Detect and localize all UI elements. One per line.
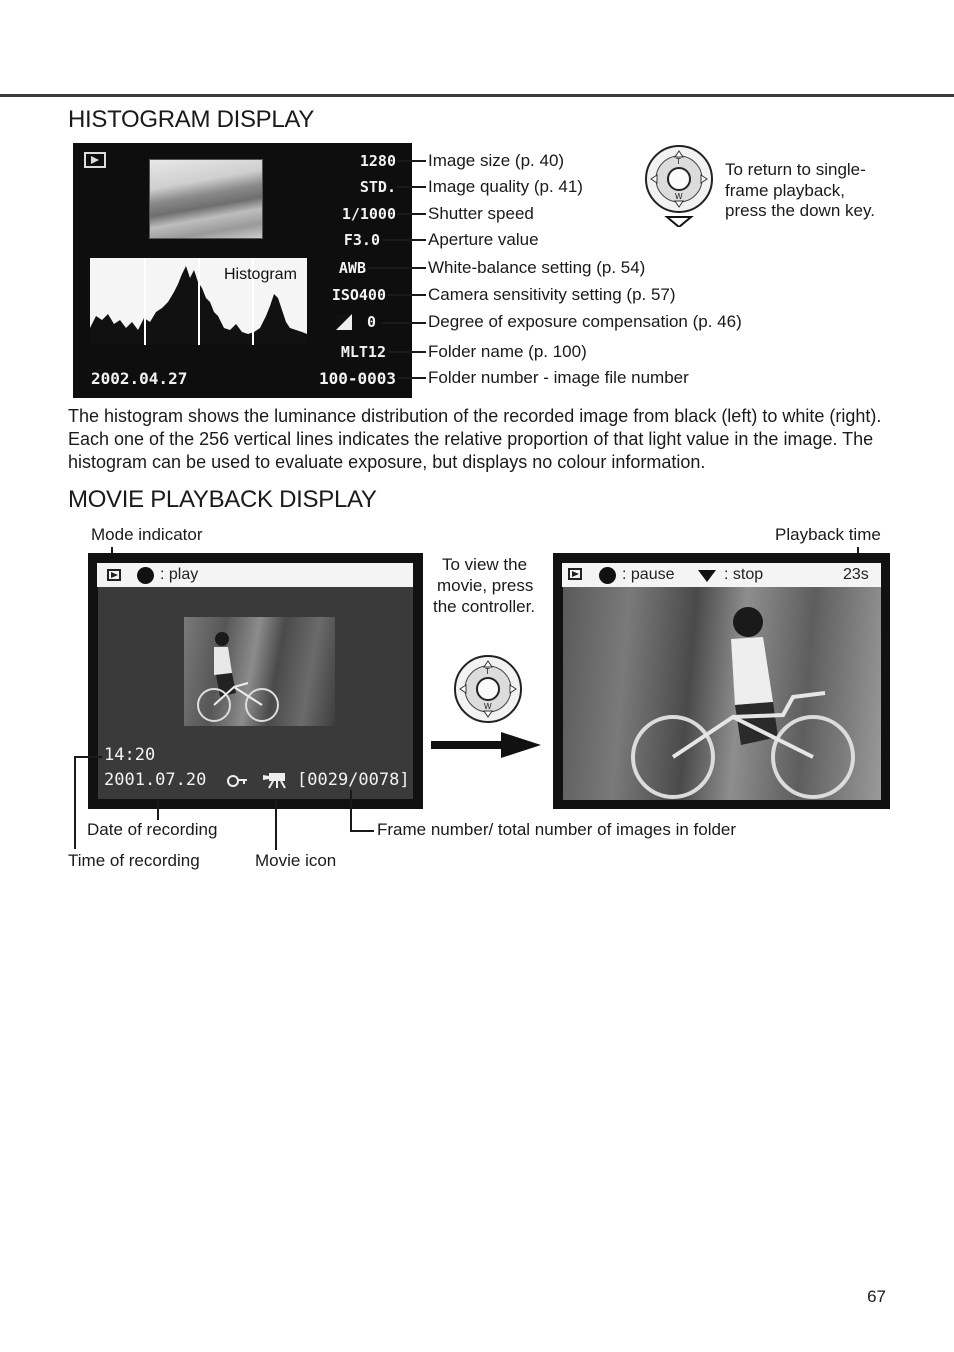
- lock-key-icon: [227, 775, 247, 785]
- controller-center-icon: [137, 567, 154, 584]
- playback-time-label: Playback time: [775, 525, 881, 544]
- controller-note-line-2: frame playback,: [725, 181, 845, 200]
- aperture-value: F3.0: [343, 231, 380, 249]
- file-number-value: 100-0003: [318, 369, 396, 388]
- image-quality-value: STD.: [359, 178, 396, 196]
- controller-note-line-3: press the down key.: [725, 201, 875, 220]
- date-of-recording-label: Date of recording: [87, 820, 218, 839]
- playback-mode-icon: [568, 568, 582, 580]
- middle-note-line-1: To view the: [442, 555, 528, 574]
- image-size-value: 1280: [359, 152, 396, 170]
- thumbnail-image: [149, 159, 263, 239]
- controller-icon-press: [453, 655, 525, 727]
- sensitivity-value: ISO400: [331, 286, 386, 304]
- date-leader: [157, 800, 159, 820]
- histogram-panel: [90, 258, 307, 345]
- controller-t-label: T: [676, 157, 681, 166]
- histogram-display-title: HISTOGRAM DISPLAY: [68, 106, 315, 133]
- movie-thumbnail: [184, 617, 335, 726]
- movie-frame-image: [563, 587, 881, 800]
- mode-indicator-label: Mode indicator: [91, 525, 203, 544]
- callout-line: [382, 239, 426, 241]
- middle-note-line-2: movie, press: [437, 576, 534, 595]
- callout-folder-number: Folder number - image file number: [428, 368, 689, 387]
- movie-camera-icon: [261, 771, 287, 789]
- controller-note-line-1: To return to single-: [725, 160, 866, 179]
- playback-mode-icon: [84, 152, 106, 168]
- time-leader-v: [74, 756, 76, 849]
- middle-note-line-3: the controller.: [433, 597, 536, 616]
- white-balance-value: AWB: [338, 259, 366, 277]
- controller-w-label: W: [484, 702, 492, 711]
- movie-icon-label: Movie icon: [255, 851, 337, 870]
- movie-index-screen: [88, 553, 423, 809]
- callout-line: [388, 294, 426, 296]
- stop-label: : stop: [724, 566, 764, 583]
- pause-label: : pause: [622, 566, 675, 583]
- movie-playback-title: MOVIE PLAYBACK DISPLAY: [68, 486, 377, 513]
- histogram-label: Histogram: [224, 266, 297, 283]
- controller-w-label: W: [675, 192, 683, 201]
- movie-playback-screen: [553, 553, 890, 809]
- histogram-explanation: The histogram shows the luminance distribution of the recorded image from black (left) to white (right). Each one of the 256 vertical lines indicates the relative proportion of that light value in the image. The histogram can be used to evaluate exposure, but displays no colour information.: [68, 406, 882, 472]
- callout-folder-name: Folder name (p. 100): [428, 342, 587, 361]
- frame-leader-h: [350, 830, 374, 832]
- arrow-right-icon: [431, 732, 541, 758]
- controller-center-icon: [599, 567, 616, 584]
- cyclist-photo: [563, 587, 881, 800]
- histogram-screen: [73, 143, 412, 398]
- callout-line: [382, 322, 426, 324]
- down-arrow-icon: [698, 570, 716, 582]
- playback-time-value: 23s: [843, 566, 869, 583]
- callout-shutter-speed: Shutter speed: [428, 204, 534, 223]
- callout-line: [368, 267, 426, 269]
- page-number: 67: [867, 1287, 886, 1306]
- recording-date-value: 2002.04.27: [91, 369, 188, 388]
- callout-sensitivity: Camera sensitivity setting (p. 57): [428, 285, 676, 304]
- callout-line: [397, 377, 426, 379]
- time-of-recording-label: Time of recording: [68, 851, 200, 870]
- controller-icon-down: [644, 145, 716, 227]
- recording-date: 2001.07.20: [104, 770, 207, 790]
- playback-info-bar: [562, 563, 881, 587]
- frame-number-label: Frame number/ total number of images in folder: [377, 820, 737, 839]
- folder-name-value: MLT12: [340, 343, 386, 361]
- callout-image-size: Image size (p. 40): [428, 151, 565, 170]
- exposure-compensation-icon: [336, 314, 352, 330]
- shutter-speed-value: 1/1000: [341, 205, 396, 223]
- cyclist-silhouette: [184, 617, 335, 726]
- frame-counter: [0029/0078]: [297, 770, 410, 790]
- callout-line: [397, 186, 426, 188]
- movie-icon-leader: [275, 800, 277, 850]
- callout-line: [397, 213, 426, 215]
- callout-exposure-compensation: Degree of exposure compensation (p. 46): [428, 312, 742, 331]
- play-label: : play: [160, 566, 199, 583]
- time-leader-h: [74, 756, 102, 758]
- frame-leader-v: [350, 790, 352, 832]
- top-rule: [0, 94, 954, 97]
- callout-white-balance: White-balance setting (p. 54): [428, 258, 646, 277]
- controller-t-label: T: [485, 667, 490, 676]
- exposure-compensation-value: 0: [366, 313, 376, 331]
- callout-line: [388, 351, 426, 353]
- recording-time: 14:20: [104, 745, 156, 765]
- play-info-bar: [97, 563, 413, 587]
- callout-image-quality: Image quality (p. 41): [428, 177, 583, 196]
- playback-mode-icon: [107, 569, 121, 581]
- callout-aperture: Aperture value: [428, 230, 539, 249]
- callout-line: [397, 160, 426, 162]
